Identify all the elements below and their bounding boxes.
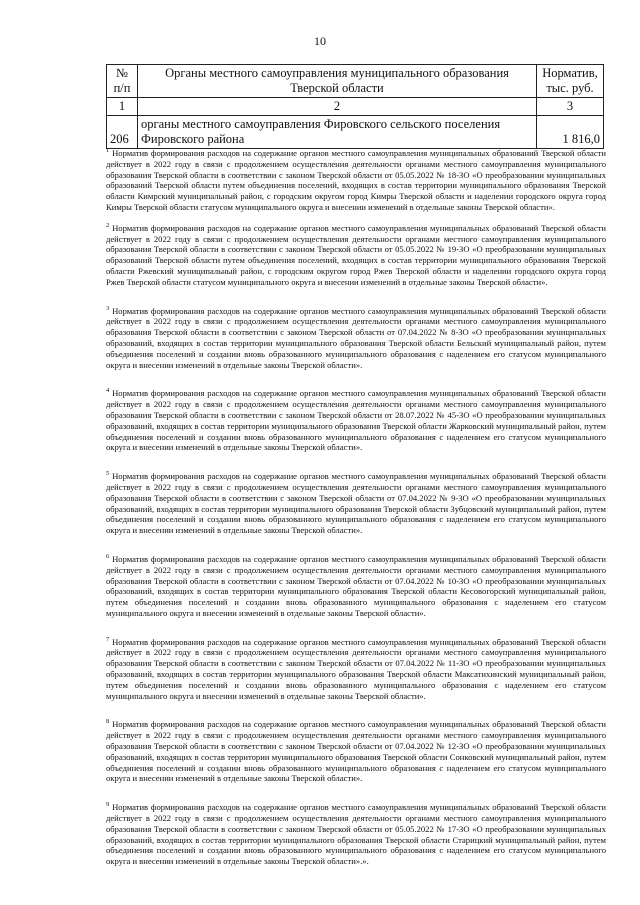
footnote-mark: 4 — [106, 387, 110, 395]
row-value: 1 816,0 — [537, 116, 604, 149]
footnote-mark: 5 — [106, 470, 110, 478]
footnote-mark: 6 — [106, 553, 110, 561]
footnote — [106, 148, 606, 213]
colnum-3: 3 — [537, 98, 604, 116]
footnote — [106, 802, 606, 867]
footnote-text: Норматив формирования расходов на содержание органов местного самоуправления муниципальных образований Тверской области действует в 2022 году в связи с продолжением осуществления деятельности органами местного самоуправления муниципального образования Тверской области в соответствии с законом Тверской области от 05.05.2022 № 18-ЗО «О преобразовании муниципальных образований Тверской области путем объединения поселений, входящих в состав территории муниципального образования Тверской области Кимрский муниципальный район, с городским округом город Кимры Тверской области и наделении городского округа город Кимры Тверской области статусом муниципального округа и внесении изменений в отдельные законы Тверской области». — [106, 148, 606, 212]
footnote-mark: 7 — [106, 635, 110, 643]
table-header-row — [107, 65, 604, 98]
footnote-text: Норматив формирования расходов на содержание органов местного самоуправления муниципальных образований Тверской области действует в 2022 году в связи с продолжением осуществления деятельности органами местного самоуправления муниципального образования Тверской области в соответствии с законом Тверской области от 05.05.2022 № 17-ЗО «О преобразовании муниципальных образований, входящих в состав территории муниципального образования Тверской области Старицкий муниципальный район, путем объединения поселений и создании вновь образованного муниципального образования с наделением его статусом муниципального округа и внесении изменений в отдельные законы Тверской области».». — [106, 802, 606, 867]
footnote — [106, 306, 606, 371]
footnote-mark: 1 — [106, 147, 110, 155]
header-num: № п/п — [107, 65, 138, 98]
footnote-mark: 2 — [106, 221, 110, 229]
footnote — [106, 719, 606, 784]
header-org: Органы местного самоуправления муниципального образования Тверской области — [138, 65, 537, 98]
footnote — [106, 471, 606, 536]
footnote-text: Норматив формирования расходов на содержание органов местного самоуправления муниципальных образований Тверской области действует в 2022 году в связи с продолжением осуществления деятельности органами местного самоуправления муниципального образования Тверской области в соответствии с законом Тверской области от 05.05.2022 № 19-ЗО «О преобразовании муниципальных образований Тверской области путем объединения поселений, входящих в состав территории муниципального образования Тверской области Ржевский муниципальный район, с городским округом город Ржев Тверской области и наделении городского округа город Ржев Тверской области статусом муниципального округа и внесении изменений в отдельные законы Тверской области». — [106, 222, 606, 287]
footnote — [106, 388, 606, 453]
footnote-mark: 9 — [106, 801, 110, 809]
footnote — [106, 554, 606, 619]
footnote — [106, 223, 606, 288]
colnum-2: 2 — [138, 98, 537, 116]
table-row — [107, 116, 604, 149]
colnum-1: 1 — [107, 98, 138, 116]
footnote-text: Норматив формирования расходов на содержание органов местного самоуправления муниципальных образований Тверской области действует в 2022 году в связи с продолжением осуществления деятельности органами местного самоуправления муниципального образования Тверской области в соответствии с законом Тверской области от 07.04.2022 № 9-ЗО «О преобразовании муниципальных образований, входящих в состав территории муниципального образования Тверской области Зубцовский муниципальный район, путем объединения поселений и создании вновь образованного муниципального образования с наделением его статусом муниципального округа и внесении изменений в отдельные законы Тверской области». — [106, 471, 606, 536]
column-number-row — [107, 98, 604, 116]
norms-table — [106, 64, 604, 149]
row-org: органы местного самоуправления Фировского сельского поселения Фировского района — [138, 116, 537, 149]
footnote-text: Норматив формирования расходов на содержание органов местного самоуправления муниципальных образований Тверской области действует в 2022 году в связи с продолжением осуществления деятельности органами местного самоуправления муниципального образования Тверской области в соответствии с законом Тверской области от 07.04.2022 № 12-ЗО «О преобразовании муниципальных образований, входящих в состав территории муниципального образования Тверской области Сонковский муниципальный район, путем объединения поселений и создании вновь образованного муниципального образования с наделением его статусом муниципального округа и внесении изменений в отдельные законы Тверской области». — [106, 719, 606, 784]
footnote-text: Норматив формирования расходов на содержание органов местного самоуправления муниципальных образований Тверской области действует в 2022 году в связи с продолжением осуществления деятельности органами местного самоуправления муниципального образования Тверской области в соответствии с законом Тверской области от 07.04.2022 № 10-ЗО «О преобразовании муниципальных образований, входящих в состав территории муниципального образования Тверской области Кесовогорский муниципальный район, путем объединения поселений и создании вновь образованного муниципального образования с наделением его статусом муниципального округа и внесении изменений в отдельные законы Тверской области». — [106, 553, 606, 618]
footnote-text: Норматив формирования расходов на содержание органов местного самоуправления муниципальных образований Тверской области действует в 2022 году в связи с продолжением осуществления деятельности органами местного самоуправления муниципального образования Тверской области в соответствии с законом Тверской области от 07.04.2022 № 11-ЗО «О преобразовании муниципальных образований, входящих в состав территории муниципального образования Тверской области Максатихинский муниципальный район, путем объединения поселений и создании вновь образованного муниципального образования с наделением его статусом муниципального округа и внесении изменений в отдельные законы Тверской области». — [106, 636, 606, 701]
footnote-mark: 8 — [106, 718, 110, 726]
footnote — [106, 637, 606, 702]
header-norm: Норматив, тыс. руб. — [537, 65, 604, 98]
footnote-text: Норматив формирования расходов на содержание органов местного самоуправления муниципальных образований Тверской области действует в 2022 году в связи с продолжением осуществления деятельности органами местного самоуправления муниципального образования Тверской области в соответствии с законом Тверской области от 07.04.2022 № 8-ЗО «О преобразовании муниципальных образований, входящих в состав территории муниципального образования Тверской области Бельский муниципальный район, путем объединения поселений и создании вновь образованного муниципального образования с наделением его статусом муниципального округа и внесении изменений в отдельные законы Тверской области». — [106, 305, 606, 370]
row-num: 206 — [107, 116, 138, 149]
footnotes — [106, 148, 606, 867]
footnote-mark: 3 — [106, 304, 110, 312]
page-number: 10 — [314, 34, 326, 48]
footnote-text: Норматив формирования расходов на содержание органов местного самоуправления муниципальных образований Тверской области действует в 2022 году в связи с продолжением осуществления деятельности органами местного самоуправления муниципального образования Тверской области в соответствии с законом Тверской области от 28.07.2022 № 45-ЗО «О преобразовании муниципальных образований, входящих в состав территории муниципального образования Тверской области Жарковский муниципальный район, путем объединения поселений и создании вновь образованного муниципального образования с наделением его статусом муниципального округа и внесении изменений в отдельные законы Тверской области». — [106, 388, 606, 453]
